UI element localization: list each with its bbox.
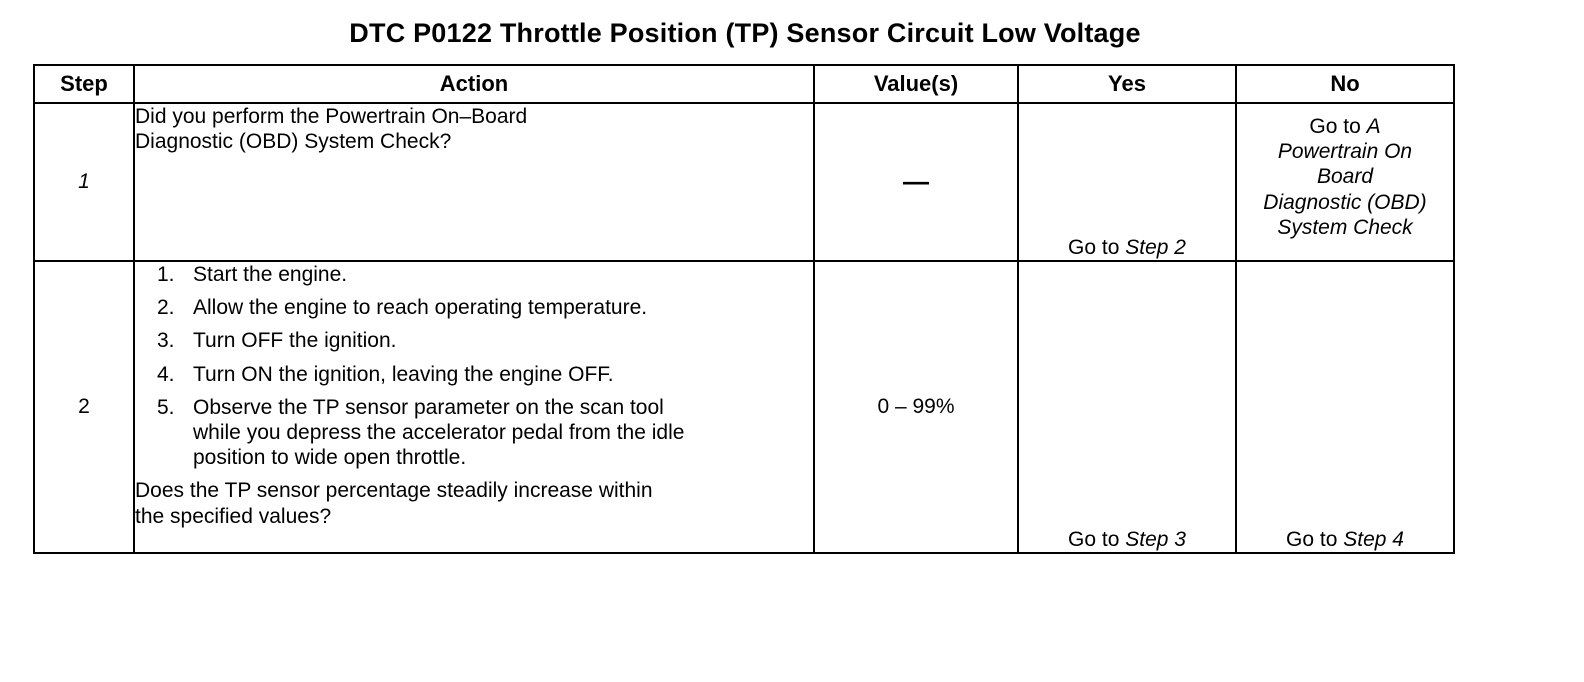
value-text: 0 – 99% xyxy=(877,395,955,419)
no-target-link[interactable]: Board xyxy=(1316,165,1374,189)
yes-cell xyxy=(1018,103,1236,261)
list-item-number: 3. xyxy=(157,329,175,353)
no-cell xyxy=(1236,103,1454,261)
list-item-text: Start the engine. xyxy=(193,263,348,286)
diagnostic-table xyxy=(33,64,1455,554)
yes-cell xyxy=(1018,261,1236,553)
value-text: — xyxy=(903,166,929,197)
no-target-link[interactable]: Step 4 xyxy=(1343,527,1404,551)
table-row xyxy=(34,103,1454,261)
yes-target-link[interactable]: Step 2 xyxy=(1125,235,1186,259)
yes-prefix: Go to xyxy=(1068,235,1126,259)
no-cell xyxy=(1236,261,1454,553)
value-cell xyxy=(814,261,1018,553)
no-target-link[interactable]: Powertrain On xyxy=(1277,140,1413,164)
question-text: Does the TP sensor percentage steadily increase within xyxy=(135,479,653,503)
yes-target-link[interactable]: Step 3 xyxy=(1125,527,1186,551)
table-header-row xyxy=(34,65,1454,103)
action-cell xyxy=(134,261,814,553)
list-item xyxy=(135,295,813,320)
no-prefix: Go to xyxy=(1286,527,1344,551)
no-target-link[interactable]: Diagnostic (OBD) xyxy=(1263,190,1427,214)
no-prefix: Go to xyxy=(1309,115,1367,138)
action-text: Diagnostic (OBD) System Check? xyxy=(135,130,452,154)
no-target-link[interactable]: A xyxy=(1366,115,1381,138)
list-item-number: 1. xyxy=(157,263,175,286)
list-item xyxy=(135,395,813,471)
list-item xyxy=(135,262,813,287)
header-action: Action xyxy=(134,65,814,103)
list-item-text: Allow the engine to reach operating temperature. xyxy=(193,296,648,320)
step-number: 1 xyxy=(34,103,134,261)
step-number: 2 xyxy=(34,261,134,553)
header-step: Step xyxy=(34,65,134,103)
list-item-number: 2. xyxy=(157,296,175,320)
action-cell xyxy=(134,103,814,261)
list-item-text: Turn OFF the ignition. xyxy=(193,329,397,353)
list-item-text: while you depress the accelerator pedal from the idle xyxy=(193,420,685,444)
action-text: Did you perform the Powertrain On–Board xyxy=(135,105,528,128)
header-values: Value(s) xyxy=(814,65,1018,103)
list-item xyxy=(135,362,813,387)
no-target-link[interactable]: System Check xyxy=(1277,215,1413,239)
question-text: the specified values? xyxy=(135,504,332,528)
list-item xyxy=(135,328,813,353)
list-item-number: 5. xyxy=(157,395,175,419)
table-row xyxy=(34,261,1454,553)
page-title: DTC P0122 Throttle Position (TP) Sensor Circuit Low Voltage xyxy=(349,18,1141,48)
list-item-text: position to wide open throttle. xyxy=(193,446,467,470)
header-no: No xyxy=(1236,65,1454,103)
list-item-text: Observe the TP sensor parameter on the scan tool xyxy=(193,395,664,419)
yes-prefix: Go to xyxy=(1068,527,1126,551)
list-item-text: Turn ON the ignition, leaving the engine OFF. xyxy=(193,362,614,386)
value-cell xyxy=(814,103,1018,261)
procedure-list xyxy=(135,262,813,470)
header-yes: Yes xyxy=(1018,65,1236,103)
list-item-number: 4. xyxy=(157,362,175,386)
